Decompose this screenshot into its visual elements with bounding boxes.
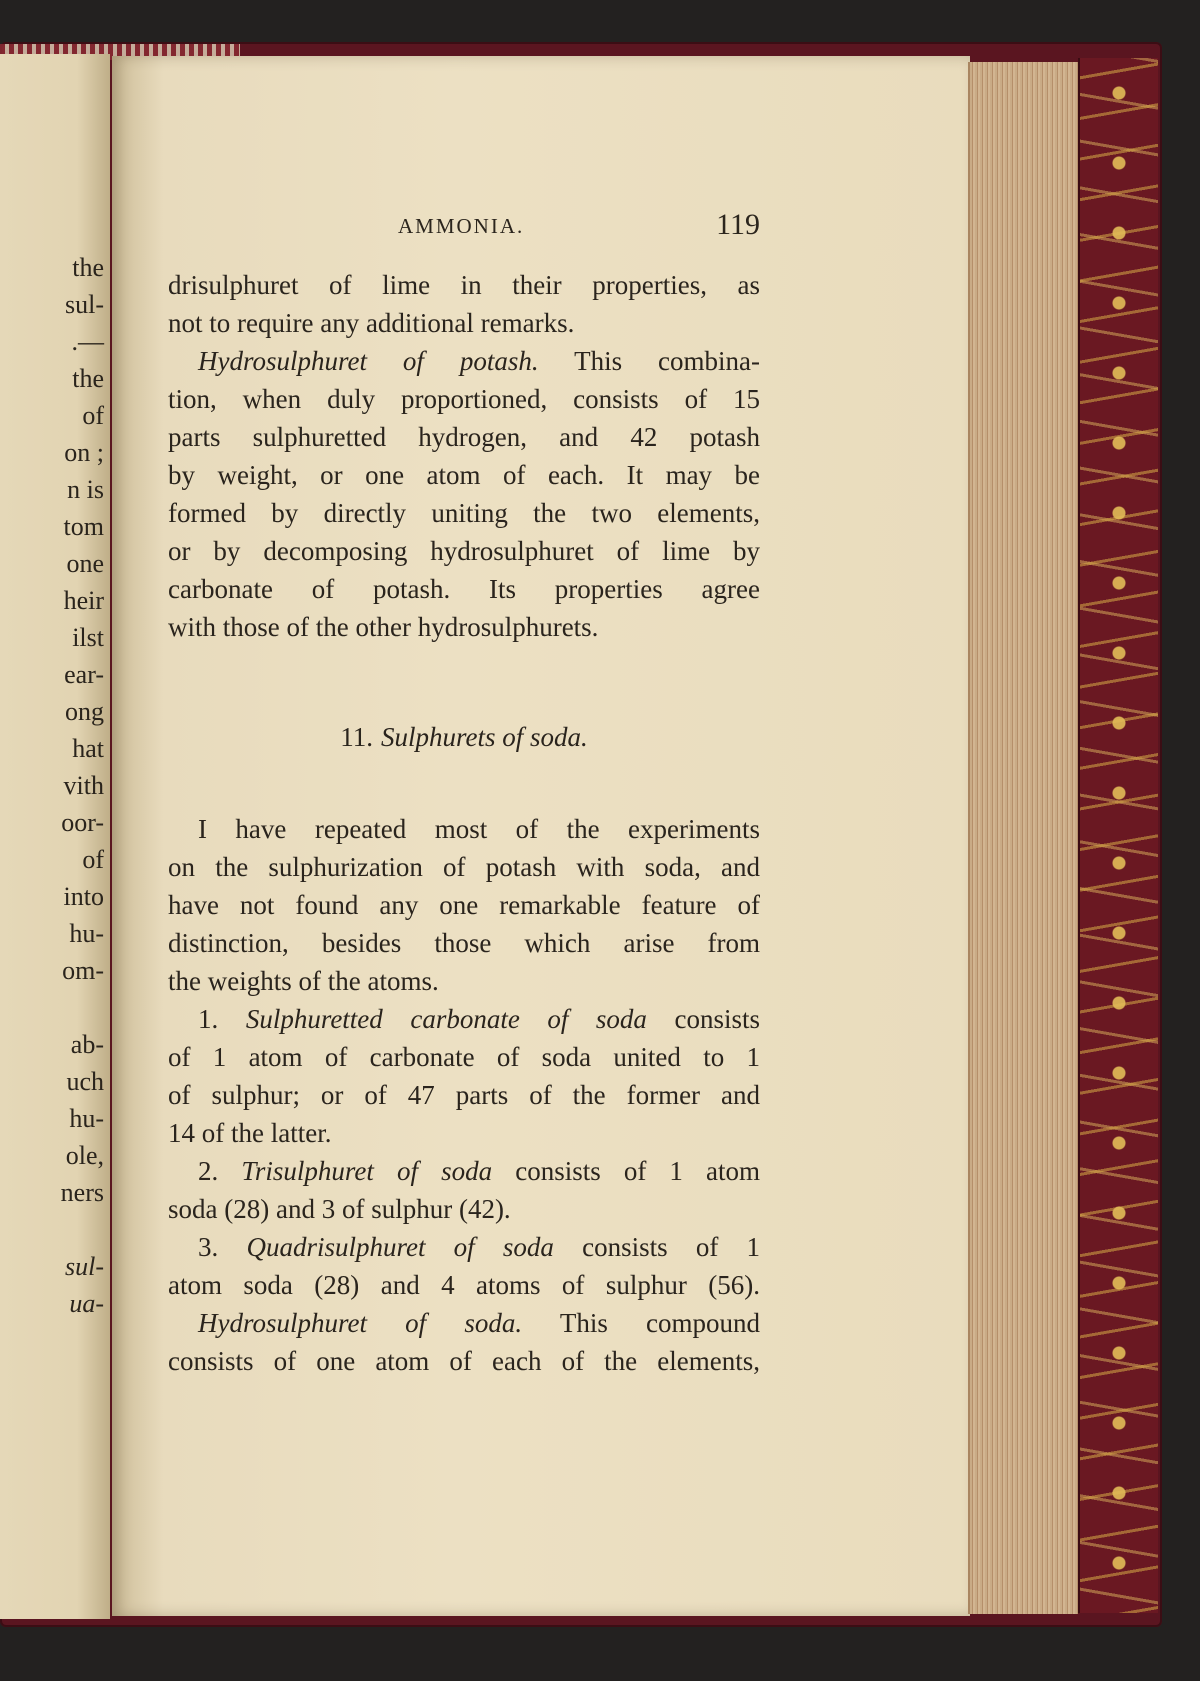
text-line: formed by directly uniting the two elements, (168, 498, 760, 528)
text-line: tion, when duly proportioned, consists of 15 (168, 384, 760, 414)
left-page-fragment (0, 990, 104, 1027)
left-page (0, 54, 110, 1619)
text-line: with those of the other hydrosulphurets. (168, 612, 599, 642)
item-number: 1. (198, 1004, 219, 1034)
left-page-fragment (0, 1212, 104, 1249)
gilt-tooled-turn-in (1078, 58, 1158, 1613)
text-run: consists of 1 atom (492, 1156, 760, 1186)
left-page-fragment: ole, (65, 1141, 104, 1170)
text-line: atom soda (28) and 4 atoms of sulphur (56). (168, 1270, 760, 1300)
text-line: 14 of the latter. (168, 1118, 332, 1148)
left-page-fragment: sul- (65, 1252, 104, 1281)
italic-run: Hydrosulphuret of potash. (198, 346, 539, 376)
text-line: on the sulphurization of potash with soda, and (168, 852, 760, 882)
left-page-fragment: hu- (69, 919, 104, 948)
text-line: have not found any one remarkable feature of (168, 890, 760, 920)
italic-run: Sulphuretted carbonate of soda (245, 1004, 647, 1034)
text-line (168, 1152, 760, 1190)
section-title: Sulphurets of soda. (380, 722, 588, 752)
text-line: distinction, besides those which arise from (168, 928, 760, 958)
text-run: consists of 1 (553, 1232, 761, 1262)
left-page-fragment: om- (62, 956, 104, 985)
text-line (168, 1304, 760, 1342)
left-page-fragment: oor- (61, 808, 104, 837)
text-line: not to require any additional remarks. (168, 308, 575, 338)
item-number: 2. (198, 1156, 219, 1186)
left-page-fragment: of (82, 401, 104, 430)
section-heading (168, 718, 760, 756)
left-page-fragment: one (66, 549, 104, 578)
text-line: or by decomposing hydrosulphuret of lime by (168, 536, 760, 566)
left-page-fragment: ners (60, 1178, 104, 1207)
left-page-fragment: on ; (64, 438, 104, 467)
left-page-fragment: ong (65, 697, 104, 726)
text-line: I have repeated most of the experiments (198, 814, 760, 844)
running-head-title: AMMONIA. (398, 214, 525, 238)
left-page-fragment: of (82, 845, 104, 874)
text-line: soda (28) and 3 of sulphur (42). (168, 1194, 511, 1224)
italic-run: Hydrosulphuret of soda. (198, 1308, 523, 1338)
left-page-fragment: hu- (69, 1104, 104, 1133)
text-line: drisulphuret of lime in their properties, as (168, 270, 760, 300)
italic-run: Quadrisulphuret of soda (246, 1232, 554, 1262)
left-page-fragment: heir (63, 586, 104, 615)
text-line: the weights of the atoms. (168, 966, 439, 996)
text-run: This combina- (538, 346, 760, 376)
text-line (168, 342, 760, 380)
text-line: of sulphur; or of 47 parts of the former and (168, 1080, 760, 1110)
left-page-fragment: n is (67, 475, 104, 504)
text-line: of 1 atom of carbonate of soda united to 1 (168, 1042, 760, 1072)
page-number: 119 (716, 208, 760, 241)
left-page-fragment: the (72, 364, 104, 393)
text-run: This compound (522, 1308, 760, 1338)
page-fore-edge (968, 62, 1078, 1614)
left-page-fragment: hat (72, 734, 104, 763)
left-page-fragment: ilst (72, 623, 104, 652)
left-page-fragment: ab- (70, 1030, 104, 1059)
running-head (170, 208, 760, 248)
left-page-fragment: vith (63, 771, 104, 800)
text-line (168, 1228, 760, 1266)
left-page-fragment: uch (66, 1067, 104, 1096)
item-number: 3. (198, 1232, 219, 1262)
text-line: parts sulphuretted hydrogen, and 42 potash (168, 422, 760, 452)
left-page-fragment: the (72, 253, 104, 282)
left-page-fragment: ua- (69, 1289, 104, 1318)
left-page-fragment: sul- (65, 290, 104, 319)
italic-run: Trisulphuret of soda (241, 1156, 493, 1186)
left-page-fragment: tom (63, 512, 104, 541)
section-number: 11. (340, 722, 373, 752)
text-line: consists of one atom of each of the elements, (168, 1346, 760, 1376)
text-line (168, 1000, 760, 1038)
text-run: consists (646, 1004, 760, 1034)
page-body (168, 266, 760, 1380)
left-page-fragment: ear- (64, 660, 104, 689)
left-page-fragment: .— (71, 327, 104, 356)
text-line: carbonate of potash. Its properties agree (168, 574, 760, 604)
left-page-text-fragments (0, 250, 104, 1323)
left-page-fragment: into (63, 882, 104, 911)
text-line: by weight, or one atom of each. It may be (168, 460, 760, 490)
